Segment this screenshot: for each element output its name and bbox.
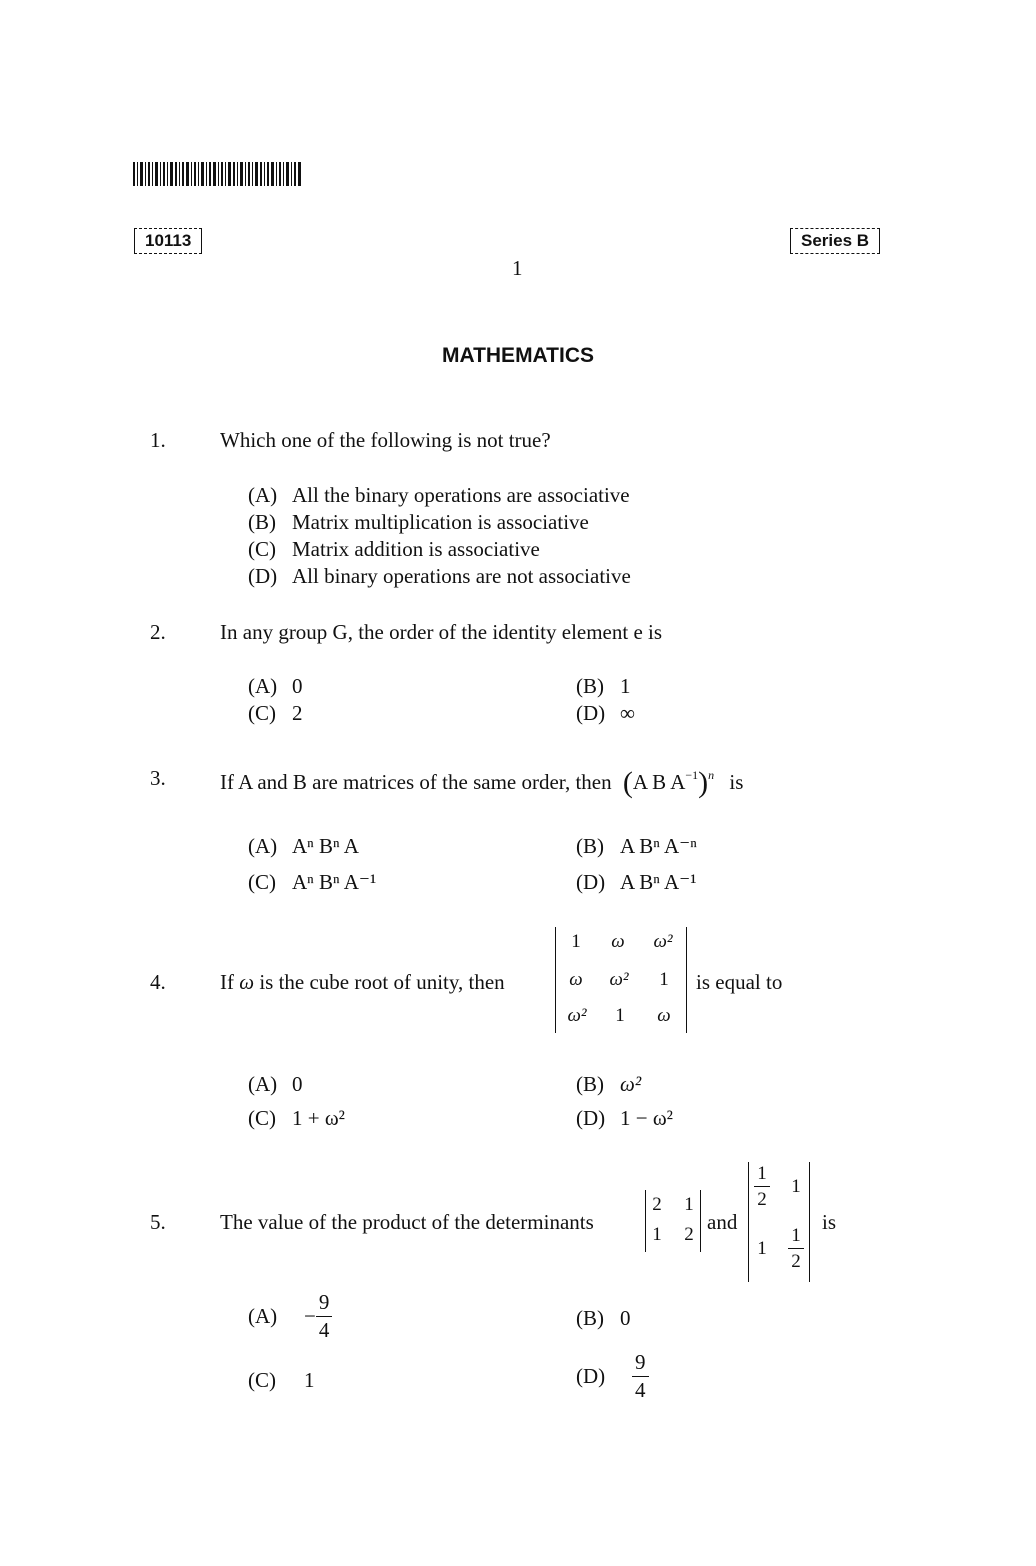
q4-option-c: (C) 1 + ω²	[248, 1106, 345, 1130]
q3-expression: (A B $A^{-1})^n$	[622, 766, 715, 799]
q4-line: If ω is the cube root of unity, then	[220, 970, 505, 994]
q4-determinant	[555, 927, 687, 1033]
q5-determinant-1	[645, 1190, 701, 1252]
q5-det1-cell: 2	[684, 1224, 694, 1245]
omega-symbol: ω	[239, 970, 255, 994]
q4-cell: ω	[611, 931, 625, 952]
q3-line	[220, 766, 743, 800]
q5-det2-c: 1	[757, 1238, 767, 1259]
q5-option-c: (C) 1	[248, 1368, 315, 1392]
q2-option-c: (C) 2	[248, 701, 303, 725]
q2-option-a: (A) 0	[248, 674, 303, 698]
q5-option-a: (A) − $\frac{9}{4}$	[248, 1292, 332, 1341]
q2-text: In any group G, the order of the identity element e is	[220, 620, 663, 644]
q2-number: 2.	[150, 620, 166, 644]
paper-code-box	[134, 228, 202, 254]
q1-option-c: (C) Matrix addition is associative	[248, 537, 540, 561]
q3-text: If A and B are matrices of the same order, then	[220, 770, 612, 794]
series-label: Series B	[801, 231, 870, 250]
q5-and: and	[707, 1210, 738, 1234]
q1-option-a: (A) All the binary operations are associative	[248, 483, 630, 507]
q4-cell: 1	[615, 1005, 625, 1026]
q5-text: The value of the product of the determinants	[220, 1210, 594, 1234]
q1-text: Which one of the following is not true?	[220, 428, 551, 452]
subject-title: MATHEMATICS	[441, 344, 595, 367]
q4-cell: ω	[657, 1005, 671, 1026]
q5-det1-cell: 1	[684, 1194, 694, 1215]
q5-det2-d: $\frac{1}{2}$	[785, 1226, 807, 1271]
q5-option-b: (B) 0	[576, 1306, 631, 1330]
q4-cell: 1	[571, 931, 581, 952]
q4-option-d: (D) 1 − ω²	[576, 1106, 673, 1130]
q4-cell: 1	[659, 969, 669, 990]
q1-number: 1.	[150, 428, 166, 452]
q5-number: 5.	[150, 1210, 166, 1234]
q5-det2-a: $\frac{1}{2}$	[751, 1164, 773, 1209]
q4-cell: ω²	[609, 969, 629, 990]
q1-option-b: (B) Matrix multiplication is associative	[248, 510, 589, 534]
q5-det1-cell: 2	[652, 1194, 662, 1215]
q4-number: 4.	[150, 970, 166, 994]
q3-tail: is	[729, 770, 744, 794]
paper-code: 10113	[145, 231, 192, 250]
q3-number: 3.	[150, 766, 166, 790]
page-number: 1	[512, 256, 523, 280]
q2-option-d: (D) ∞	[576, 701, 635, 725]
q5-tail: is	[822, 1210, 837, 1234]
q3-option-d: (D) A Bⁿ A⁻¹	[576, 870, 697, 894]
barcode	[133, 162, 303, 186]
q4-option-a: (A) 0	[248, 1072, 303, 1096]
q4-option-b: (B) ω²	[576, 1072, 642, 1096]
q3-option-c: (C) Aⁿ Bⁿ A⁻¹	[248, 870, 377, 894]
q5-det2-b: 1	[791, 1176, 801, 1197]
q4-cell: ω²	[653, 931, 673, 952]
q4-cell: ω²	[567, 1005, 587, 1026]
q5-det1-cell: 1	[652, 1224, 662, 1245]
q4-tail: is equal to	[696, 970, 783, 994]
q5-option-d: (D) $\frac{9}{4}$	[576, 1352, 649, 1401]
q3-option-a: (A) Aⁿ Bⁿ A	[248, 834, 359, 858]
q1-option-d: (D) All binary operations are not associative	[248, 564, 631, 588]
series-box	[790, 228, 880, 254]
q3-option-b: (B) A Bⁿ A⁻ⁿ	[576, 834, 697, 858]
q5-determinant-2	[748, 1162, 810, 1282]
q4-cell: ω	[569, 969, 583, 990]
q2-option-b: (B) 1	[576, 674, 631, 698]
